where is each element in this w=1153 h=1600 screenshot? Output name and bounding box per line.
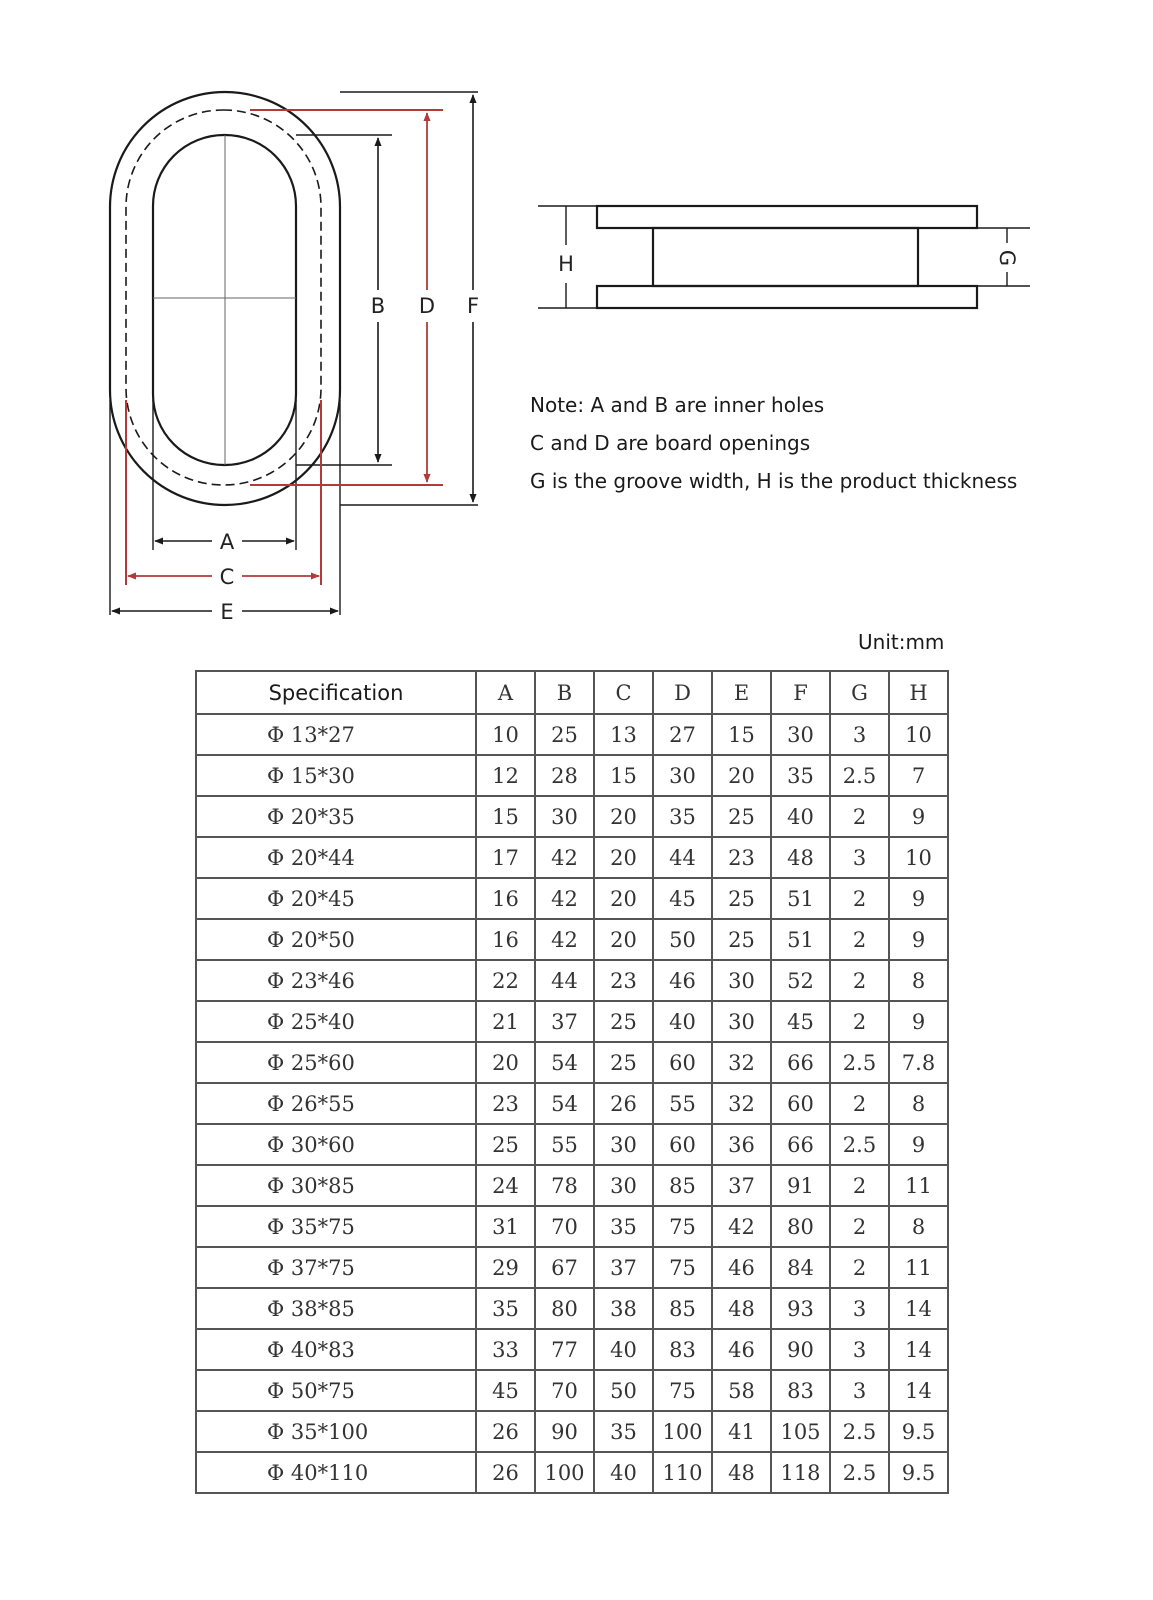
value-cell: 7.8 <box>889 1042 948 1083</box>
table-row <box>196 796 948 837</box>
value-cell: 50 <box>653 919 712 960</box>
value-cell: 22 <box>476 960 535 1001</box>
note-inner-holes: Note: A and B are inner holes <box>530 393 825 417</box>
value-cell: 20 <box>594 796 653 837</box>
side-view <box>597 206 977 308</box>
value-cell: 9.5 <box>889 1411 948 1452</box>
value-cell: 118 <box>771 1452 830 1493</box>
table-row <box>196 1247 948 1288</box>
value-cell: 3 <box>830 714 889 755</box>
value-cell: 2 <box>830 1206 889 1247</box>
value-cell: 70 <box>535 1206 594 1247</box>
value-cell: 23 <box>476 1083 535 1124</box>
spec-cell: Φ 20*50 <box>196 919 476 960</box>
value-cell: 26 <box>476 1411 535 1452</box>
note-groove-thickness: G is the groove width, H is the product thickness <box>530 469 1018 493</box>
value-cell: 60 <box>771 1083 830 1124</box>
value-cell: 15 <box>594 755 653 796</box>
spec-cell: Φ 20*45 <box>196 878 476 919</box>
table-row <box>196 1329 948 1370</box>
value-cell: 8 <box>889 1206 948 1247</box>
value-cell: 11 <box>889 1165 948 1206</box>
spec-cell: Φ 15*30 <box>196 755 476 796</box>
value-cell: 2 <box>830 1001 889 1042</box>
value-cell: 8 <box>889 1083 948 1124</box>
spec-cell: Φ 20*35 <box>196 796 476 837</box>
header-d: D <box>653 671 712 714</box>
value-cell: 11 <box>889 1247 948 1288</box>
value-cell: 80 <box>535 1288 594 1329</box>
table-row <box>196 960 948 1001</box>
value-cell: 66 <box>771 1042 830 1083</box>
value-cell: 13 <box>594 714 653 755</box>
table-row <box>196 1411 948 1452</box>
value-cell: 30 <box>594 1124 653 1165</box>
value-cell: 16 <box>476 878 535 919</box>
value-cell: 17 <box>476 837 535 878</box>
value-cell: 15 <box>712 714 771 755</box>
value-cell: 60 <box>653 1042 712 1083</box>
top-flange <box>597 206 977 228</box>
value-cell: 2.5 <box>830 1042 889 1083</box>
value-cell: 105 <box>771 1411 830 1452</box>
value-cell: 32 <box>712 1042 771 1083</box>
value-cell: 90 <box>535 1411 594 1452</box>
value-cell: 100 <box>535 1452 594 1493</box>
value-cell: 30 <box>712 960 771 1001</box>
dimension-label-a: A <box>219 530 235 554</box>
value-cell: 80 <box>771 1206 830 1247</box>
value-cell: 2 <box>830 960 889 1001</box>
value-cell: 9 <box>889 1001 948 1042</box>
value-cell: 23 <box>594 960 653 1001</box>
value-cell: 38 <box>594 1288 653 1329</box>
table-row <box>196 1083 948 1124</box>
value-cell: 40 <box>594 1329 653 1370</box>
value-cell: 35 <box>653 796 712 837</box>
value-cell: 44 <box>535 960 594 1001</box>
value-cell: 45 <box>653 878 712 919</box>
value-cell: 16 <box>476 919 535 960</box>
value-cell: 28 <box>535 755 594 796</box>
table-row <box>196 714 948 755</box>
value-cell: 83 <box>771 1370 830 1411</box>
table-row <box>196 1165 948 1206</box>
value-cell: 3 <box>830 1329 889 1370</box>
value-cell: 2 <box>830 1083 889 1124</box>
value-cell: 77 <box>535 1329 594 1370</box>
spec-cell: Φ 40*110 <box>196 1452 476 1493</box>
value-cell: 78 <box>535 1165 594 1206</box>
value-cell: 54 <box>535 1042 594 1083</box>
header-g: G <box>830 671 889 714</box>
spec-cell: Φ 25*40 <box>196 1001 476 1042</box>
value-cell: 30 <box>535 796 594 837</box>
value-cell: 75 <box>653 1370 712 1411</box>
value-cell: 2 <box>830 878 889 919</box>
value-cell: 45 <box>476 1370 535 1411</box>
spec-cell: Φ 25*60 <box>196 1042 476 1083</box>
spec-cell: Φ 30*85 <box>196 1165 476 1206</box>
value-cell: 75 <box>653 1206 712 1247</box>
header-specification: Specification <box>196 671 476 714</box>
value-cell: 46 <box>712 1329 771 1370</box>
header-h: H <box>889 671 948 714</box>
value-cell: 42 <box>712 1206 771 1247</box>
value-cell: 42 <box>535 837 594 878</box>
spec-cell: Φ 23*46 <box>196 960 476 1001</box>
value-cell: 85 <box>653 1165 712 1206</box>
value-cell: 67 <box>535 1247 594 1288</box>
value-cell: 33 <box>476 1329 535 1370</box>
spec-cell: Φ 40*83 <box>196 1329 476 1370</box>
value-cell: 55 <box>535 1124 594 1165</box>
value-cell: 85 <box>653 1288 712 1329</box>
spec-cell: Φ 38*85 <box>196 1288 476 1329</box>
value-cell: 26 <box>594 1083 653 1124</box>
table-row <box>196 755 948 796</box>
value-cell: 54 <box>535 1083 594 1124</box>
value-cell: 50 <box>594 1370 653 1411</box>
value-cell: 2 <box>830 796 889 837</box>
value-cell: 35 <box>771 755 830 796</box>
table-row <box>196 1206 948 1247</box>
value-cell: 35 <box>594 1411 653 1452</box>
value-cell: 14 <box>889 1288 948 1329</box>
value-cell: 25 <box>476 1124 535 1165</box>
value-cell: 24 <box>476 1165 535 1206</box>
header-b: B <box>535 671 594 714</box>
value-cell: 25 <box>712 878 771 919</box>
value-cell: 91 <box>771 1165 830 1206</box>
table-row <box>196 878 948 919</box>
value-cell: 75 <box>653 1247 712 1288</box>
table-row <box>196 1370 948 1411</box>
value-cell: 31 <box>476 1206 535 1247</box>
value-cell: 10 <box>889 837 948 878</box>
value-cell: 25 <box>535 714 594 755</box>
value-cell: 58 <box>712 1370 771 1411</box>
spec-cell: Φ 35*100 <box>196 1411 476 1452</box>
value-cell: 30 <box>712 1001 771 1042</box>
dimension-label-e: E <box>220 600 234 624</box>
value-cell: 3 <box>830 837 889 878</box>
value-cell: 9.5 <box>889 1452 948 1493</box>
value-cell: 15 <box>476 796 535 837</box>
value-cell: 37 <box>712 1165 771 1206</box>
spec-cell: Φ 30*60 <box>196 1124 476 1165</box>
value-cell: 9 <box>889 796 948 837</box>
value-cell: 44 <box>653 837 712 878</box>
value-cell: 20 <box>594 837 653 878</box>
spec-cell: Φ 35*75 <box>196 1206 476 1247</box>
value-cell: 2.5 <box>830 1411 889 1452</box>
spec-cell: Φ 20*44 <box>196 837 476 878</box>
value-cell: 66 <box>771 1124 830 1165</box>
value-cell: 30 <box>771 714 830 755</box>
value-cell: 25 <box>712 796 771 837</box>
groove-body <box>653 228 918 286</box>
value-cell: 9 <box>889 878 948 919</box>
value-cell: 36 <box>712 1124 771 1165</box>
value-cell: 60 <box>653 1124 712 1165</box>
spec-cell: Φ 13*27 <box>196 714 476 755</box>
value-cell: 9 <box>889 919 948 960</box>
header-c: C <box>594 671 653 714</box>
value-cell: 20 <box>594 878 653 919</box>
value-cell: 21 <box>476 1001 535 1042</box>
value-cell: 25 <box>594 1001 653 1042</box>
value-cell: 29 <box>476 1247 535 1288</box>
value-cell: 42 <box>535 919 594 960</box>
value-cell: 23 <box>712 837 771 878</box>
value-cell: 45 <box>771 1001 830 1042</box>
value-cell: 2.5 <box>830 755 889 796</box>
value-cell: 3 <box>830 1288 889 1329</box>
value-cell: 110 <box>653 1452 712 1493</box>
value-cell: 30 <box>653 755 712 796</box>
value-cell: 51 <box>771 878 830 919</box>
table-row <box>196 1124 948 1165</box>
value-cell: 42 <box>535 878 594 919</box>
value-cell: 40 <box>771 796 830 837</box>
grommet-diagram <box>0 0 1153 640</box>
value-cell: 8 <box>889 960 948 1001</box>
value-cell: 25 <box>594 1042 653 1083</box>
value-cell: 3 <box>830 1370 889 1411</box>
value-cell: 10 <box>889 714 948 755</box>
table-row <box>196 1042 948 1083</box>
table-row <box>196 1452 948 1493</box>
value-cell: 84 <box>771 1247 830 1288</box>
value-cell: 52 <box>771 960 830 1001</box>
value-cell: 48 <box>712 1288 771 1329</box>
value-cell: 2.5 <box>830 1452 889 1493</box>
value-cell: 2 <box>830 1165 889 1206</box>
value-cell: 7 <box>889 755 948 796</box>
dimension-label-g: G <box>995 249 1019 267</box>
value-cell: 37 <box>535 1001 594 1042</box>
value-cell: 46 <box>712 1247 771 1288</box>
value-cell: 37 <box>594 1247 653 1288</box>
value-cell: 100 <box>653 1411 712 1452</box>
value-cell: 20 <box>476 1042 535 1083</box>
value-cell: 2 <box>830 919 889 960</box>
value-cell: 2.5 <box>830 1124 889 1165</box>
spec-cell: Φ 37*75 <box>196 1247 476 1288</box>
header-a: A <box>476 671 535 714</box>
value-cell: 14 <box>889 1329 948 1370</box>
table-row <box>196 1288 948 1329</box>
value-cell: 46 <box>653 960 712 1001</box>
value-cell: 48 <box>712 1452 771 1493</box>
dimension-label-f: F <box>466 294 480 318</box>
unit-label: Unit:mm <box>858 630 945 654</box>
dimension-label-c: C <box>219 565 235 589</box>
value-cell: 90 <box>771 1329 830 1370</box>
dimension-label-b: B <box>370 294 386 318</box>
red-opening-guides <box>126 110 443 585</box>
value-cell: 32 <box>712 1083 771 1124</box>
value-cell: 41 <box>712 1411 771 1452</box>
value-cell: 93 <box>771 1288 830 1329</box>
bottom-flange <box>597 286 977 308</box>
table-row <box>196 837 948 878</box>
value-cell: 35 <box>594 1206 653 1247</box>
value-cell: 26 <box>476 1452 535 1493</box>
value-cell: 55 <box>653 1083 712 1124</box>
top-view <box>110 92 478 615</box>
table-header-row <box>196 671 948 714</box>
spec-cell: Φ 26*55 <box>196 1083 476 1124</box>
spec-table <box>195 670 949 1494</box>
value-cell: 40 <box>653 1001 712 1042</box>
value-cell: 20 <box>712 755 771 796</box>
header-f: F <box>771 671 830 714</box>
spec-cell: Φ 50*75 <box>196 1370 476 1411</box>
value-cell: 51 <box>771 919 830 960</box>
value-cell: 20 <box>594 919 653 960</box>
value-cell: 70 <box>535 1370 594 1411</box>
value-cell: 40 <box>594 1452 653 1493</box>
value-cell: 12 <box>476 755 535 796</box>
value-cell: 83 <box>653 1329 712 1370</box>
value-cell: 30 <box>594 1165 653 1206</box>
table-row <box>196 919 948 960</box>
value-cell: 2 <box>830 1247 889 1288</box>
value-cell: 14 <box>889 1370 948 1411</box>
value-cell: 27 <box>653 714 712 755</box>
table-row <box>196 1001 948 1042</box>
value-cell: 10 <box>476 714 535 755</box>
dimension-label-h: H <box>558 252 574 276</box>
header-e: E <box>712 671 771 714</box>
value-cell: 9 <box>889 1124 948 1165</box>
value-cell: 25 <box>712 919 771 960</box>
table-body <box>196 714 948 1493</box>
value-cell: 35 <box>476 1288 535 1329</box>
dimension-label-d: D <box>418 294 436 318</box>
notes-block <box>530 386 1017 500</box>
value-cell: 48 <box>771 837 830 878</box>
note-board-openings: C and D are board openings <box>530 431 811 455</box>
